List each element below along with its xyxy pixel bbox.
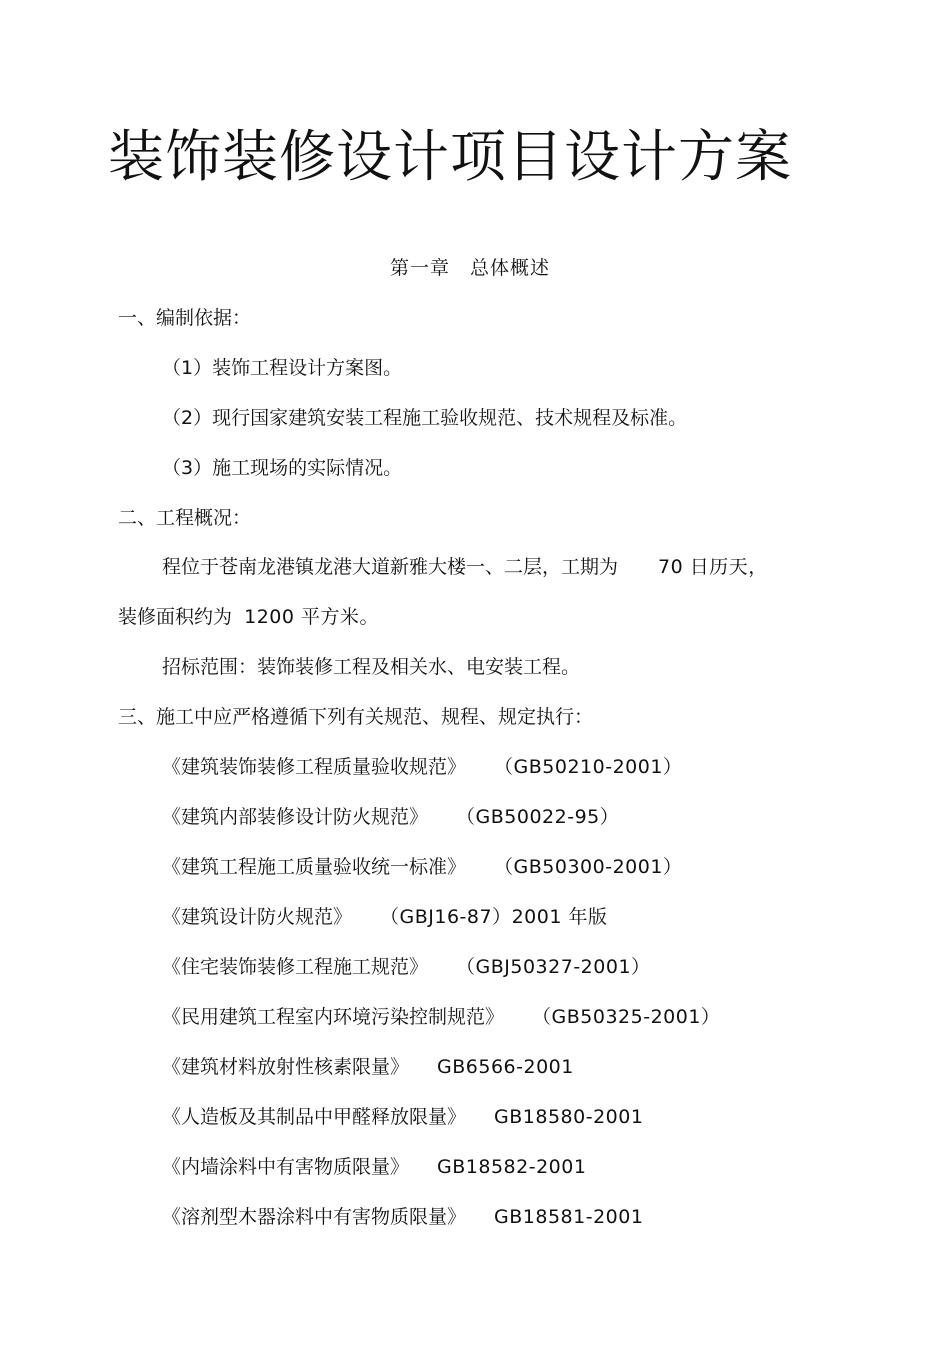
section-heading-overview: 二、工程概况： bbox=[118, 507, 252, 529]
standard-name: 《建筑装饰装修工程质量验收规范》 bbox=[162, 756, 467, 778]
overview-duration: 70 日历天， bbox=[658, 556, 768, 578]
standard-code: （GB50210-2001） bbox=[494, 756, 683, 778]
standard-code: （GB50300-2001） bbox=[494, 856, 683, 878]
standard-code: （GB50325-2001） bbox=[532, 1006, 721, 1028]
standard-code: （GB50022-95） bbox=[456, 806, 620, 828]
standard-item bbox=[162, 804, 619, 830]
standard-item bbox=[162, 904, 607, 930]
basis-item-3: （3）施工现场的实际情况。 bbox=[162, 457, 403, 479]
standard-code: GB18581-2001 bbox=[494, 1206, 644, 1228]
overview-scope: 招标范围：装饰装修工程及相关水、电安装工程。 bbox=[162, 656, 581, 678]
standard-name: 《建筑工程施工质量验收统一标准》 bbox=[162, 856, 467, 878]
overview-area-label: 装修面积约为 bbox=[118, 606, 233, 628]
chapter-number: 第一章 bbox=[389, 257, 450, 279]
basis-item-1: （1）装饰工程设计方案图。 bbox=[162, 357, 403, 379]
overview-paragraph-line1 bbox=[162, 554, 768, 580]
standard-item bbox=[162, 1204, 643, 1230]
section-heading-basis: 一、编制依据： bbox=[118, 307, 252, 329]
standard-name: 《建筑材料放射性核素限量》 bbox=[162, 1056, 410, 1078]
standard-name: 《住宅装饰装修工程施工规范》 bbox=[162, 956, 429, 978]
standard-item bbox=[162, 1104, 643, 1130]
standard-name: 《人造板及其制品中甲醛释放限量》 bbox=[162, 1106, 467, 1128]
standard-item bbox=[162, 1154, 586, 1180]
standard-item bbox=[162, 854, 682, 880]
document-title: 装饰装修设计项目设计方案 bbox=[108, 125, 792, 190]
standard-code: GB6566-2001 bbox=[437, 1056, 574, 1078]
standard-name: 《建筑内部装修设计防火规范》 bbox=[162, 806, 429, 828]
standard-code: （GBJ16-87）2001 年版 bbox=[380, 906, 608, 928]
overview-paragraph-line2 bbox=[118, 604, 379, 630]
standard-item bbox=[162, 754, 682, 780]
chapter-heading bbox=[0, 255, 940, 281]
standard-code: GB18582-2001 bbox=[437, 1156, 587, 1178]
standard-code: （GBJ50327-2001） bbox=[456, 956, 651, 978]
standard-name: 《建筑设计防火规范》 bbox=[162, 906, 353, 928]
overview-area-value: 1200 平方米。 bbox=[244, 606, 380, 628]
standard-name: 《内墙涂料中有害物质限量》 bbox=[162, 1156, 410, 1178]
standard-code: GB18580-2001 bbox=[494, 1106, 644, 1128]
standard-item bbox=[162, 1054, 574, 1080]
standard-item bbox=[162, 1004, 720, 1030]
section-heading-standards: 三、施工中应严格遵循下列有关规范、规程、规定执行： bbox=[118, 706, 594, 728]
overview-location-text: 程位于苍南龙港镇龙港大道新雅大楼一、二层，工期为 bbox=[162, 556, 619, 578]
standard-name: 《溶剂型木器涂料中有害物质限量》 bbox=[162, 1206, 467, 1228]
standard-name: 《民用建筑工程室内环境污染控制规范》 bbox=[162, 1006, 505, 1028]
chapter-name: 总体概述 bbox=[470, 257, 551, 279]
standard-item bbox=[162, 954, 651, 980]
basis-item-2: （2）现行国家建筑安装工程施工验收规范、技术规程及标准。 bbox=[162, 407, 688, 429]
